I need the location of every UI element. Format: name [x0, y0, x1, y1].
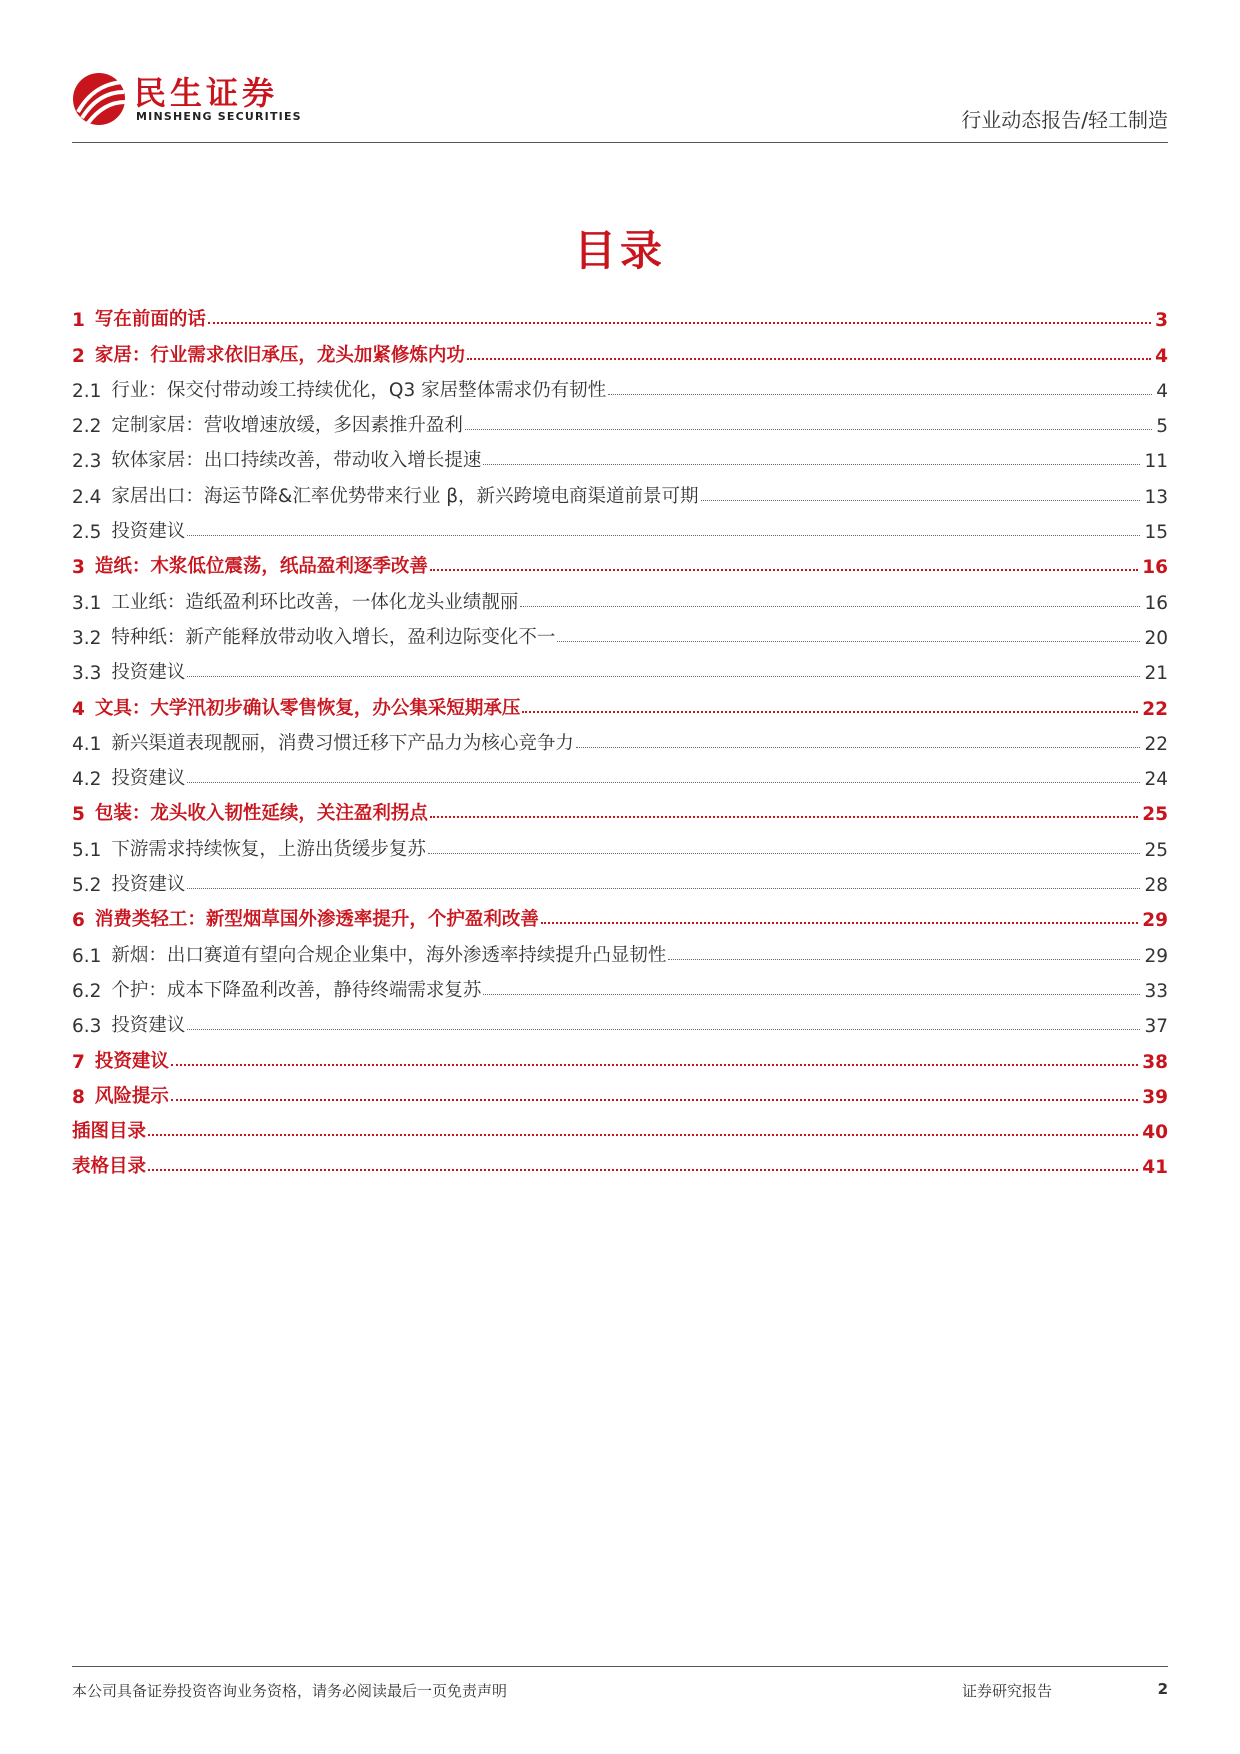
toc-dot-leader — [208, 322, 1151, 324]
toc-dot-leader — [467, 358, 1151, 360]
toc-entry-number: 5.1 — [72, 839, 102, 861]
toc-entry-title: 消费类轻工：新型烟草国外渗透率提升，个护盈利改善 — [94, 909, 539, 931]
toc-entry-title: 新兴渠道表现靓丽，消费习惯迁移下产品力为核心竞争力 — [111, 732, 574, 754]
toc-entry[interactable] — [72, 402, 1168, 437]
toc-entry-title: 文具：大学汛初步确认零售恢复，办公集采短期承压 — [94, 697, 521, 719]
toc-entry-page: 24 — [1144, 769, 1168, 791]
toc-dot-leader — [557, 641, 1140, 642]
minsheng-logo-icon — [72, 72, 126, 126]
toc-entry-number: 4 — [72, 698, 85, 720]
toc-dot-leader — [465, 429, 1152, 430]
toc-entry-page: 5 — [1156, 416, 1168, 438]
toc-entry-title: 投资建议 — [111, 662, 186, 684]
toc-entry-number: 2 — [72, 345, 85, 367]
toc-dot-leader — [187, 535, 1140, 536]
toc-entry-page: 37 — [1144, 1016, 1168, 1038]
toc-entry-title: 个护：成本下降盈利改善，静待终端需求复苏 — [111, 979, 482, 1001]
toc-entry[interactable] — [72, 1143, 1168, 1178]
toc-entry-page: 38 — [1142, 1051, 1168, 1073]
toc-dot-leader — [430, 569, 1138, 571]
toc-entry-number: 4.2 — [72, 769, 102, 791]
toc-dot-leader — [187, 1029, 1140, 1030]
toc-entry[interactable] — [72, 790, 1168, 825]
toc-entry-title: 投资建议 — [111, 768, 186, 790]
toc-dot-leader — [701, 500, 1141, 501]
table-of-contents — [72, 296, 1168, 1178]
toc-entry-page: 22 — [1142, 698, 1168, 720]
toc-entry[interactable] — [72, 720, 1168, 755]
footer-report-label: 证券研究报告 — [962, 1682, 1053, 1700]
toc-entry-title: 特种纸：新产能释放带动收入增长，盈利边际变化不一 — [111, 626, 556, 648]
toc-entry-title: 新烟：出口赛道有望向合规企业集中，海外渗透率持续提升凸显韧性 — [111, 944, 667, 966]
toc-entry-page: 3 — [1155, 310, 1168, 332]
toc-entry-title: 包装：龙头收入韧性延续，关注盈利拐点 — [94, 803, 428, 825]
toc-dot-leader — [483, 464, 1140, 465]
toc-entry[interactable] — [72, 296, 1168, 331]
toc-entry-number: 7 — [72, 1051, 85, 1073]
toc-entry-number: 3 — [72, 557, 85, 579]
toc-title: 目录 — [573, 226, 666, 275]
toc-dot-leader — [541, 922, 1138, 924]
toc-entry-title: 定制家居：营收增速放缓，多因素推升盈利 — [111, 415, 463, 437]
toc-entry-number: 3.2 — [72, 627, 102, 649]
toc-entry[interactable] — [72, 861, 1168, 896]
toc-entry-number: 4.1 — [72, 733, 102, 755]
toc-entry-number: 2.3 — [72, 451, 102, 473]
toc-entry[interactable] — [72, 1002, 1168, 1037]
toc-entry[interactable] — [72, 331, 1168, 366]
toc-dot-leader — [576, 747, 1141, 748]
toc-entry-page: 40 — [1142, 1122, 1168, 1144]
toc-entry[interactable] — [72, 931, 1168, 966]
toc-entry[interactable] — [72, 472, 1168, 507]
toc-entry-number: 2.2 — [72, 416, 102, 438]
toc-entry-title: 下游需求持续恢复，上游出货缓步复苏 — [111, 838, 426, 860]
toc-entry-title: 造纸：木浆低位震荡，纸品盈利逐季改善 — [94, 556, 428, 578]
toc-dot-leader — [187, 888, 1140, 889]
company-logo — [72, 68, 332, 132]
toc-entry-page: 4 — [1155, 345, 1168, 367]
toc-entry-title: 投资建议 — [111, 521, 186, 543]
toc-entry-page: 11 — [1144, 451, 1168, 473]
toc-entry-page: 13 — [1144, 486, 1168, 508]
toc-entry-number: 6.1 — [72, 945, 102, 967]
toc-entry[interactable] — [72, 684, 1168, 719]
toc-entry-page: 15 — [1144, 522, 1168, 544]
toc-dot-leader — [148, 1134, 1138, 1136]
toc-entry[interactable] — [72, 755, 1168, 790]
toc-dot-leader — [608, 394, 1152, 395]
toc-entry-title: 家居：行业需求依旧承压，龙头加紧修炼内功 — [94, 344, 465, 366]
toc-entry[interactable] — [72, 649, 1168, 684]
toc-entry-number: 2.1 — [72, 380, 102, 402]
toc-entry-page: 29 — [1144, 945, 1168, 967]
page-number: 2 — [1157, 1680, 1168, 1698]
toc-dot-leader — [171, 1064, 1138, 1066]
toc-entry-title: 行业：保交付带动竣工持续优化，Q3 家居整体需求仍有韧性 — [111, 379, 607, 401]
toc-entry-title: 软体家居：出口持续改善，带动收入增长提速 — [111, 450, 482, 472]
toc-entry[interactable] — [72, 1073, 1168, 1108]
toc-entry[interactable] — [72, 1108, 1168, 1143]
toc-entry-page: 39 — [1142, 1086, 1168, 1108]
footer-disclaimer: 本公司具备证券投资咨询业务资格，请务必阅读最后一页免责声明 — [72, 1682, 508, 1700]
toc-entry[interactable] — [72, 614, 1168, 649]
toc-entry-page: 22 — [1144, 733, 1168, 755]
toc-entry[interactable] — [72, 437, 1168, 472]
toc-entry-title: 风险提示 — [94, 1085, 169, 1107]
toc-dot-leader — [187, 782, 1140, 783]
toc-dot-leader — [668, 959, 1140, 960]
footer-divider — [72, 1666, 1168, 1667]
page-header — [72, 60, 1168, 144]
toc-entry-number: 2.4 — [72, 486, 102, 508]
toc-entry[interactable] — [72, 578, 1168, 613]
toc-entry-number: 8 — [72, 1086, 85, 1108]
toc-entry-title: 投资建议 — [94, 1050, 169, 1072]
toc-entry[interactable] — [72, 896, 1168, 931]
toc-entry[interactable] — [72, 1037, 1168, 1072]
toc-entry-number: 6.2 — [72, 980, 102, 1002]
report-type: 行业动态报告/轻工制造 — [961, 108, 1168, 132]
toc-entry-page: 41 — [1142, 1157, 1168, 1179]
toc-entry-page: 16 — [1144, 592, 1168, 614]
logo-chinese-name: 民生证券 — [134, 74, 279, 112]
toc-entry-number: 3.1 — [72, 592, 102, 614]
toc-dot-leader — [171, 1099, 1138, 1101]
toc-entry-number: 5.2 — [72, 875, 102, 897]
toc-entry-number: 2.5 — [72, 522, 102, 544]
toc-entry-page: 25 — [1142, 804, 1168, 826]
toc-entry[interactable] — [72, 543, 1168, 578]
toc-dot-leader — [430, 816, 1138, 818]
toc-entry-page: 29 — [1142, 910, 1168, 932]
toc-entry-page: 16 — [1142, 557, 1168, 579]
toc-entry[interactable] — [72, 967, 1168, 1002]
toc-entry-number: 6.3 — [72, 1016, 102, 1038]
toc-dot-leader — [483, 994, 1140, 995]
header-divider — [72, 142, 1168, 143]
toc-entry-title: 写在前面的话 — [94, 309, 206, 331]
toc-entry-number: 6 — [72, 910, 85, 932]
toc-entry-title: 工业纸：造纸盈利环比改善，一体化龙头业绩靓丽 — [111, 591, 519, 613]
toc-entry-title: 家居出口：海运节降&汇率优势带来行业 β，新兴跨境电商渠道前景可期 — [111, 485, 699, 507]
toc-entry-number: 1 — [72, 310, 85, 332]
toc-entry[interactable] — [72, 508, 1168, 543]
toc-entry-number: 3.3 — [72, 663, 102, 685]
toc-dot-leader — [187, 676, 1140, 677]
toc-entry-page: 28 — [1144, 875, 1168, 897]
toc-entry-page: 4 — [1156, 380, 1168, 402]
toc-entry-title: 插图目录 — [72, 1121, 147, 1143]
toc-entry-page: 33 — [1144, 980, 1168, 1002]
toc-entry-title: 表格目录 — [72, 1156, 147, 1178]
toc-entry-title: 投资建议 — [111, 874, 186, 896]
toc-entry-page: 20 — [1144, 627, 1168, 649]
toc-dot-leader — [148, 1169, 1138, 1171]
toc-entry[interactable] — [72, 367, 1168, 402]
toc-entry-number: 5 — [72, 804, 85, 826]
toc-entry[interactable] — [72, 825, 1168, 860]
toc-entry-page: 25 — [1144, 839, 1168, 861]
toc-dot-leader — [522, 711, 1138, 713]
toc-dot-leader — [520, 606, 1140, 607]
logo-english-name: MINSHENG SECURITIES — [136, 110, 302, 123]
toc-dot-leader — [428, 853, 1141, 854]
toc-entry-title: 投资建议 — [111, 1015, 186, 1037]
toc-entry-page: 21 — [1144, 663, 1168, 685]
